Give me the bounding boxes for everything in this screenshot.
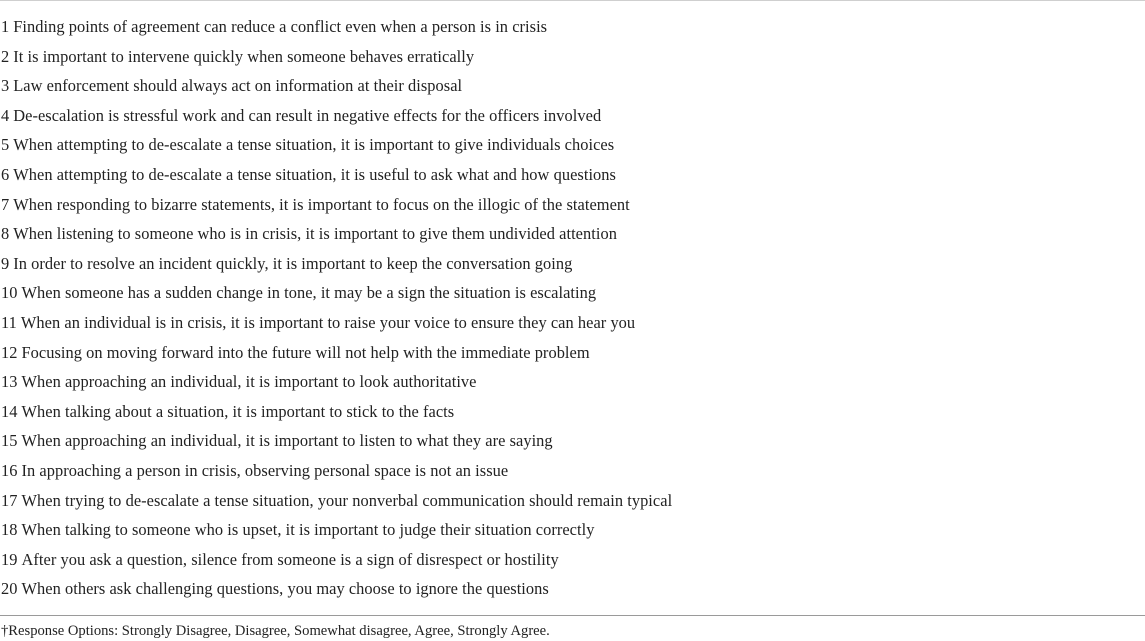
item-text: When approaching an individual, it is important to look authoritative	[21, 372, 477, 392]
item-number: 14	[1, 401, 18, 421]
item-number: 2	[1, 46, 10, 66]
item-text: When listening to someone who is in crisis, it is important to give them undivided attention	[13, 224, 617, 244]
list-item	[0, 397, 1145, 427]
list-item	[0, 545, 1145, 575]
item-text: When talking to someone who is upset, it is important to judge their situation correctly	[21, 520, 595, 540]
item-number: 5	[1, 135, 10, 155]
item-text: In approaching a person in crisis, observing personal space is not an issue	[21, 460, 509, 480]
footnote: †Response Options: Strongly Disagree, Disagree, Somewhat disagree, Agree, Strongly Agree.	[1, 623, 550, 639]
list-item	[0, 160, 1145, 190]
list-item	[0, 486, 1145, 516]
item-number: 9	[1, 253, 10, 273]
list-item	[0, 426, 1145, 456]
item-text: When attempting to de-escalate a tense situation, it is useful to ask what and how questions	[13, 164, 616, 184]
item-number: 18	[1, 520, 18, 540]
list-item	[0, 190, 1145, 220]
item-text: When others ask challenging questions, you may choose to ignore the questions	[21, 579, 549, 599]
item-text: When someone has a sudden change in tone, it may be a sign the situation is escalating	[21, 283, 597, 303]
item-number: 3	[1, 76, 10, 96]
footnote-divider	[0, 615, 1145, 616]
item-text: It is important to intervene quickly when someone behaves erratically	[13, 46, 475, 66]
item-number: 11	[1, 312, 17, 332]
item-text: When trying to de-escalate a tense situation, your nonverbal communication should remain typical	[21, 490, 673, 510]
item-number: 10	[1, 283, 18, 303]
list-item	[0, 308, 1145, 338]
top-rule	[0, 0, 1145, 1]
item-number: 15	[1, 431, 18, 451]
item-text: After you ask a question, silence from someone is a sign of disrespect or hostility	[21, 549, 559, 569]
item-number: 13	[1, 372, 18, 392]
item-number: 8	[1, 224, 10, 244]
item-text: De-escalation is stressful work and can result in negative effects for the officers involved	[13, 105, 602, 125]
list-item	[0, 101, 1145, 131]
item-text: Finding points of agreement can reduce a conflict even when a person is in crisis	[13, 17, 548, 36]
item-number: 19	[1, 549, 18, 569]
list-item	[0, 249, 1145, 279]
list-item	[0, 278, 1145, 308]
list-item	[0, 42, 1145, 72]
list-item	[0, 71, 1145, 101]
list-item	[0, 12, 1145, 42]
item-text: When attempting to de-escalate a tense situation, it is important to give individuals choices	[13, 135, 615, 155]
list-item	[0, 130, 1145, 160]
item-number: 16	[1, 460, 18, 480]
item-number: 1	[1, 17, 10, 36]
item-number: 17	[1, 490, 18, 510]
item-text: In order to resolve an incident quickly, it is important to keep the conversation going	[13, 253, 573, 273]
item-text: When an individual is in crisis, it is important to raise your voice to ensure they can hear you	[20, 312, 636, 332]
list-item	[0, 515, 1145, 545]
list-item	[0, 367, 1145, 397]
list-item	[0, 219, 1145, 249]
list-item	[0, 338, 1145, 368]
item-text: When responding to bizarre statements, it is important to focus on the illogic of the statement	[13, 194, 630, 214]
item-number: 4	[1, 105, 10, 125]
item-text: When approaching an individual, it is important to listen to what they are saying	[21, 431, 553, 451]
item-number: 20	[1, 579, 18, 599]
list-item	[0, 574, 1145, 604]
item-text: Law enforcement should always act on information at their disposal	[13, 76, 463, 96]
list-item	[0, 456, 1145, 486]
item-number: 12	[1, 342, 18, 362]
item-text: Focusing on moving forward into the future will not help with the immediate problem	[21, 342, 590, 362]
item-number: 7	[1, 194, 10, 214]
item-number: 6	[1, 164, 10, 184]
item-text: When talking about a situation, it is important to stick to the facts	[21, 401, 455, 421]
statement-list	[0, 12, 1145, 604]
